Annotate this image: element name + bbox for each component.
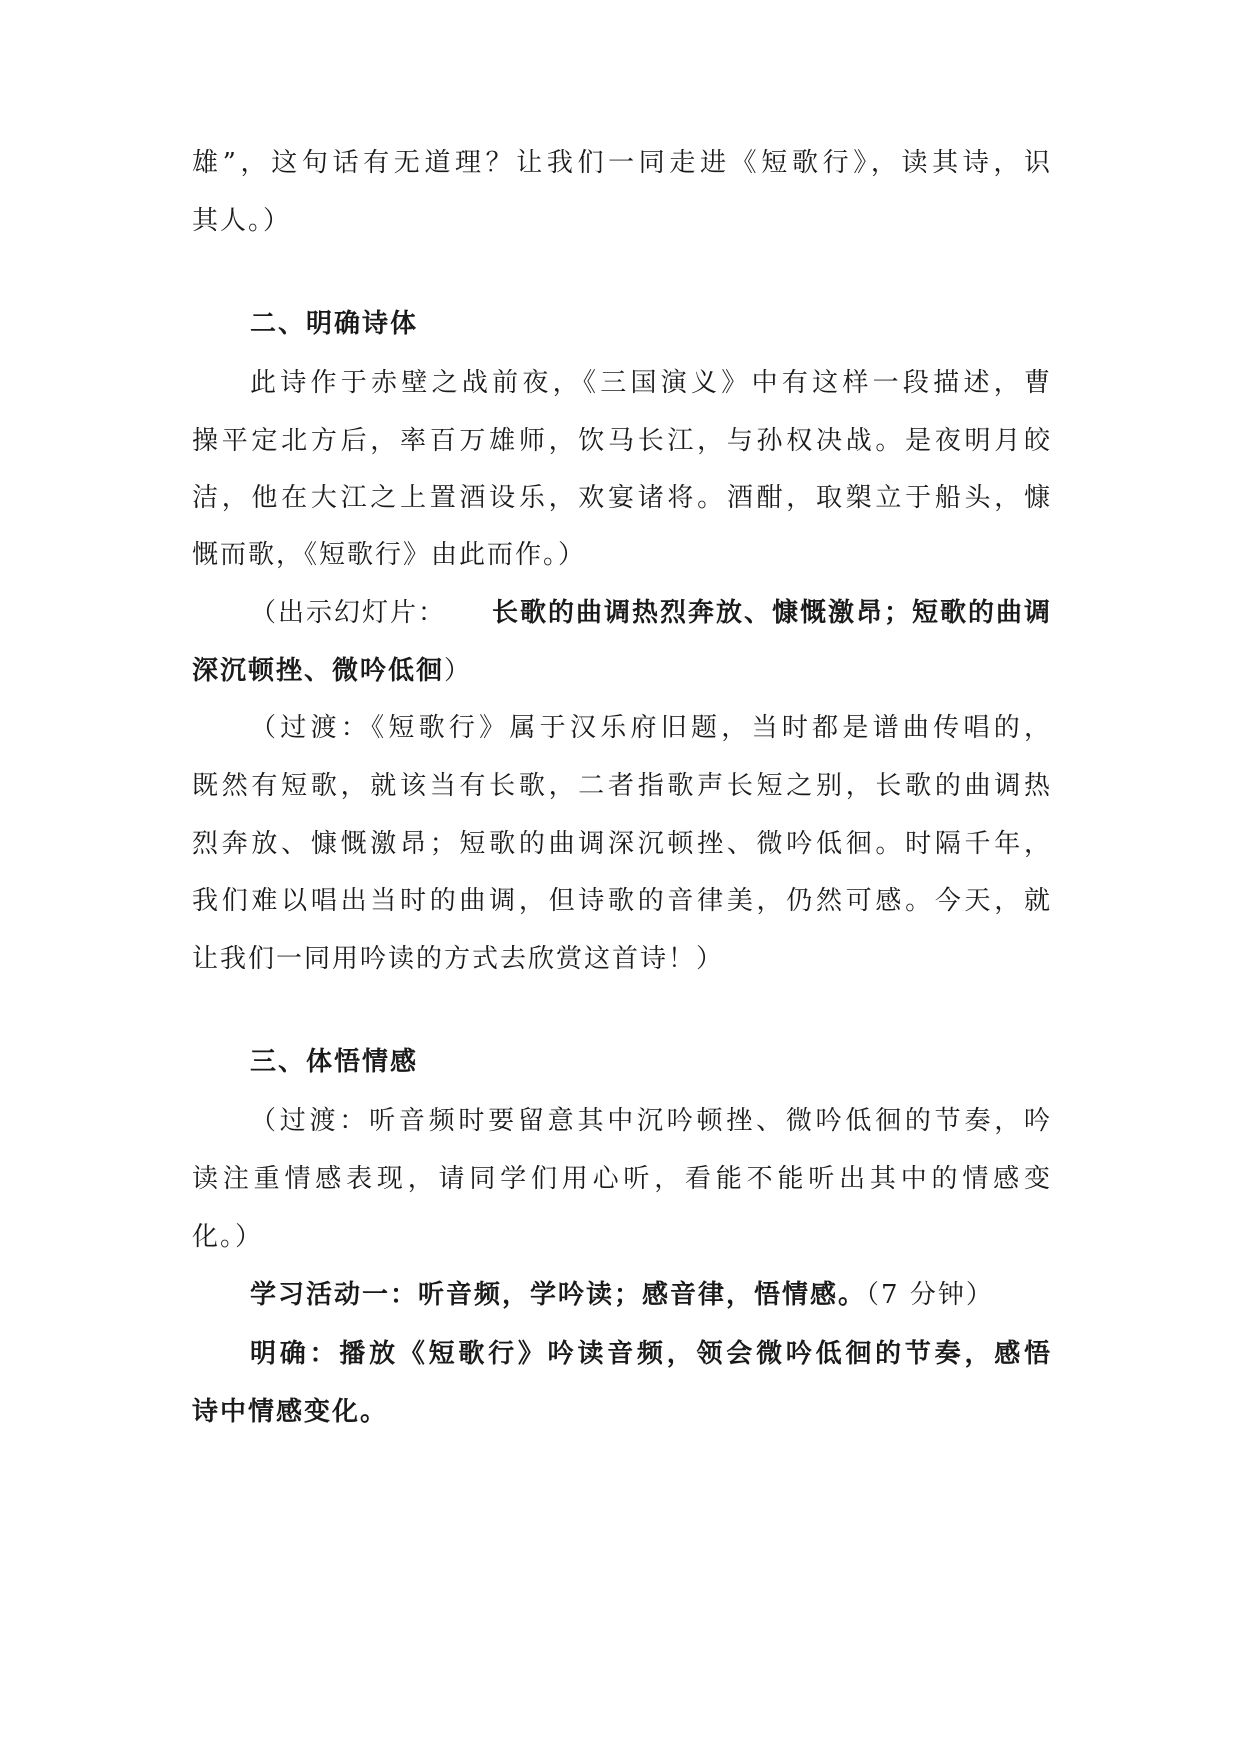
- paragraph-line: 让我们一同用吟读的方式去欣赏这首诗！）: [192, 944, 725, 974]
- intro-line-1: 雄”，这句话有无道理？让我们一同走进《短歌行》，读其诗，识: [192, 148, 1052, 178]
- paragraph-line: 洁，他在大江之上置酒设乐，欢宴诸将。酒酣，取槊立于船头，慷: [192, 483, 1052, 513]
- slide-note-line-1: [250, 593, 1052, 633]
- paragraph-line: 既然有短歌，就该当有长歌，二者指歌声长短之别，长歌的曲调热: [192, 771, 1052, 801]
- paragraph-line: 读注重情感表现，请同学们用心听，看能不能听出其中的情感变: [192, 1164, 1052, 1194]
- paragraph-line: （过渡：《短歌行》属于汉乐府旧题，当时都是谱曲传唱的，: [250, 713, 1052, 743]
- intro-line-2: 其人。）: [192, 206, 292, 236]
- activity-line: [250, 1275, 1052, 1315]
- activity-title: 学习活动一：听音频，学吟读；感音律，悟情感。: [250, 1280, 867, 1310]
- paragraph-line: 我们难以唱出当时的曲调，但诗歌的音律美，仍然可感。今天，就: [192, 886, 1052, 916]
- slide-note-prefix: （出示幻灯片：: [250, 598, 447, 628]
- paragraph-line: 化。）: [192, 1222, 264, 1252]
- slide-note-suffix: ）: [444, 656, 473, 686]
- activity-time: （7 分钟）: [866, 1280, 994, 1310]
- clarify-line-1: 明确：播放《短歌行》吟读音频，领会微吟低徊的节奏，感悟: [250, 1339, 1052, 1369]
- slide-note-bold: 长歌的曲调热烈奔放、慷慨激昂；短歌的曲调: [491, 598, 1052, 628]
- paragraph-line: 慨而歌，《短歌行》由此而作。）: [192, 540, 587, 570]
- slide-note-line-2: [192, 651, 1052, 691]
- section-heading-2: 二、明确诗体: [250, 309, 419, 339]
- paragraph-line: （过渡：听音频时要留意其中沉吟顿挫、微吟低徊的节奏，吟: [250, 1106, 1052, 1136]
- slide-note-bold: 深沉顿挫、微吟低徊: [192, 656, 445, 686]
- paragraph-line: 此诗作于赤壁之战前夜，《三国演义》中有这样一段描述，曹: [250, 368, 1052, 398]
- paragraph-line: 操平定北方后，率百万雄师，饮马长江，与孙权决战。是夜明月皎: [192, 426, 1052, 456]
- section-heading-3: 三、体悟情感: [250, 1047, 419, 1077]
- clarify-line-2: 诗中情感变化。: [192, 1397, 389, 1427]
- paragraph-line: 烈奔放、慷慨激昂；短歌的曲调深沉顿挫、微吟低徊。时隔千年，: [192, 829, 1052, 859]
